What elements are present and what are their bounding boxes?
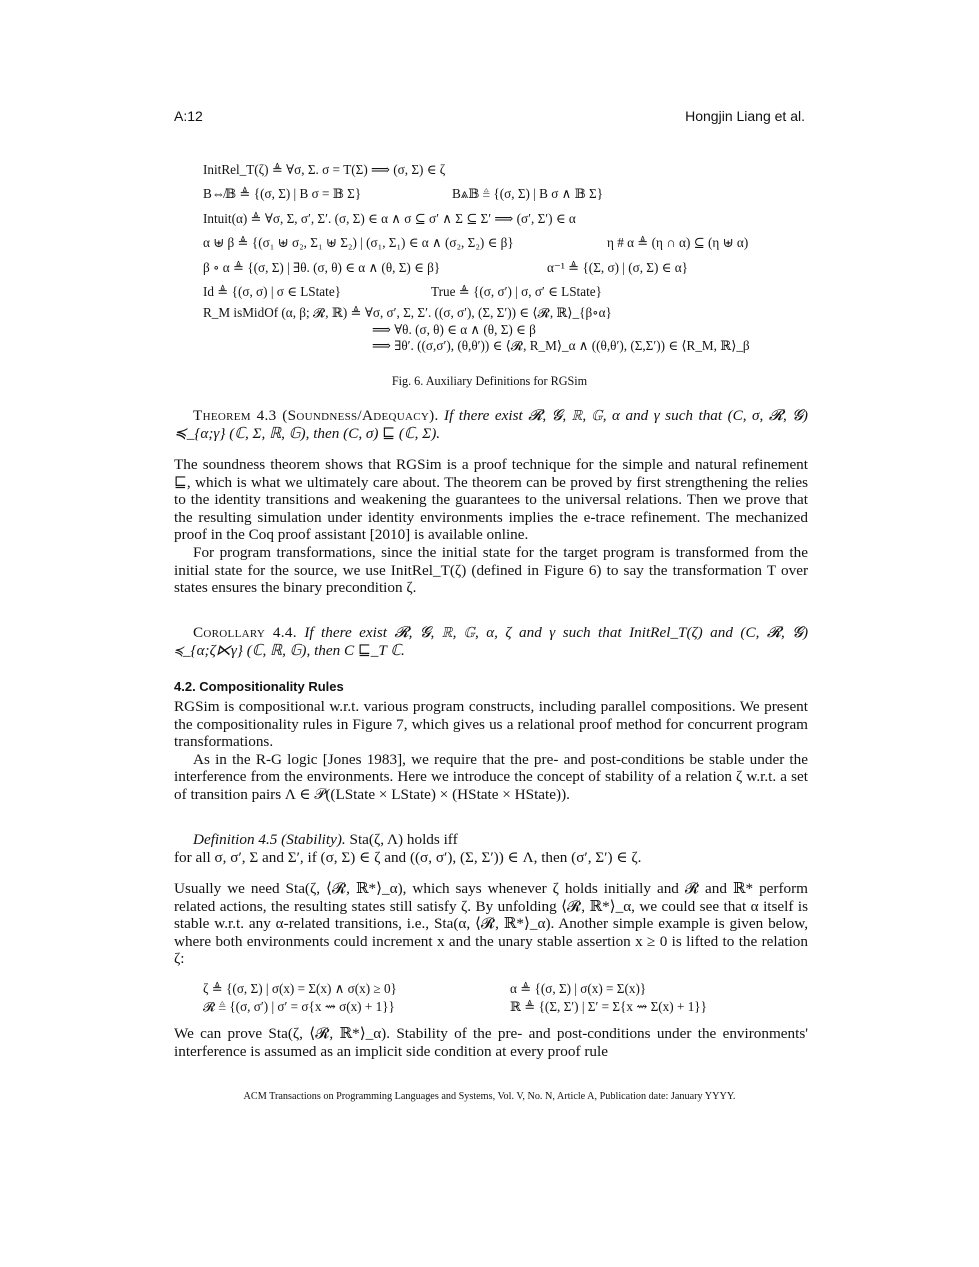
definition-label: Definition 4.5 (Stability). [193,831,346,848]
page-label: A:12 [174,108,203,124]
paragraph: We can prove Sta(ζ, ⟨𝓡, ℝ*⟩_α). Stability of the pre- and post-conditions under the environments' interference is assumed as an implicit side condition at every proof rule [174,1025,808,1060]
paragraph: The soundness theorem shows that RGSim is a proof technique for the simple and natural refinement ⊑, which is what we ultimately care about. The theorem can be proved by first strengthening the relies to the identity transitions and weakening the guarantees to the universal relations. Then we prove that the resulting simulation under identity environments implies the e-trace refinement. The mechanized proof in the Coq proof assistant [2010] is available online. [174,456,808,544]
def-ismidof: R_M isMidOf (α, β; 𝓡, ℝ) ≜ ∀σ, σ′, Σ, Σ′. ((σ, σ′), (Σ, Σ′)) ∈ ⟨𝓡, ℝ⟩_{β∘α} [203,305,612,321]
figure-6-definitions [203,158,823,354]
corollary-4-4 [174,624,808,659]
paragraph: As in the R-G logic [Jones 1983], we require that the pre- and post-conditions be stable under the interference from the environments. Here we introduce the concept of stability of a relation ζ w.r.t. a set of transition pairs Λ ∈ 𝒫((LState × LState) × (HState × HState)). [174,750,808,803]
theorem-text: If there exist 𝓡, 𝓖, ℝ, 𝔾, α and γ such that (C, σ, 𝓡, 𝓖) ≼_{α;γ} (ℂ, Σ, ℝ, 𝔾), then (C, σ) ⊑ (ℂ, Σ). [174,407,808,442]
example-row: ζ ≜ {(σ, Σ) | σ(x) = Σ(x) ∧ σ(x) ≥ 0} α ≜ {(σ, Σ) | σ(x) = Σ(x)} [203,981,647,996]
soundness-discussion [174,456,808,597]
def-ismidof-line3: ⟹ ∃θ′. ((σ,σ′), (θ,θ′)) ∈ ⟨𝓡, R_M⟩_α ∧ ((θ,θ′), (Σ,Σ′)) ∈ ⟨R_M, ℝ⟩_β [372,338,750,354]
def-ismidof-line2: ⟹ ∀θ. (σ, θ) ∈ α ∧ (θ, Σ) ∈ β [372,322,536,338]
def-initrel: InitRel_T(ζ) ≜ ∀σ, Σ. σ = T(Σ) ⟹ (σ, Σ) ∈ ζ [203,162,446,177]
page-footer: ACM Transactions on Programming Languages and Systems, Vol. V, No. N, Article A, Publication date: January YYYY. [243,1091,736,1102]
theorem-4-3 [174,407,808,442]
author-label: Hongjin Liang et al. [685,108,805,124]
figure-caption: Fig. 6. Auxiliary Definitions for RGSim [391,374,588,388]
closing-paragraph [174,1025,808,1060]
definition-head: Sta(ζ, Λ) holds iff [349,831,458,848]
def-sepconj: α ⊎ β ≜ {(σ₁ ⊎ σ₂, Σ₁ ⊎ Σ₂) | (σ₁, Σ₁) ∈ α ∧ (σ₂, Σ₂) ∈ β} η # α ≜ (η ∩ α) ⊆ (η ⊎ α) [203,235,749,251]
definition-4-5 [174,831,808,866]
def-biimp: B⇎𝔹 ≜ {(σ, Σ) | B σ = 𝔹 Σ} B⩓𝔹 ≜ {(σ, Σ) | B σ ∧ 𝔹 Σ} [203,186,604,202]
corollary-text: If there exist 𝓡, 𝓖, ℝ, 𝔾, α, ζ and γ such that InitRel_T(ζ) and (C, 𝓡, 𝓖) ≼_{α;ζ⋉γ} (ℂ, ℝ, 𝔾), then C ⊑_T ℂ. [174,624,809,659]
corollary-label: Corollary 4.4. [193,624,297,641]
running-header [174,108,805,126]
stability-discussion [174,880,808,968]
definition-body: for all σ, σ′, Σ and Σ′, if (σ, Σ) ∈ ζ and ((σ, σ′), (Σ, Σ′)) ∈ Λ, then (σ′, Σ′) ∈ ζ. [174,848,642,866]
def-id: Id ≜ {(σ, σ) | σ ∈ LState} True ≜ {(σ, σ′) | σ, σ′ ∈ LState} [203,283,602,299]
theorem-label: Theorem 4.3 (Soundness/Adequacy). [193,407,439,424]
section-4-2-body [174,698,808,804]
def-compose: β ∘ α ≜ {(σ, Σ) | ∃θ. (σ, θ) ∈ α ∧ (θ, Σ) ∈ β} α⁻¹ ≜ {(Σ, σ) | (σ, Σ) ∈ α} [203,259,688,275]
paragraph: For program transformations, since the initial state for the target program is transformed from the initial state for the source, we use InitRel_T(ζ) (defined in Figure 6) to say the transformation T over states ensures the binary precondition ζ. [174,543,808,597]
example-row: 𝓡 ≜ {(σ, σ′) | σ′ = σ{x ⇝ σ(x) + 1}} ℝ ≜ {(Σ, Σ′) | Σ′ = Σ{x ⇝ Σ(x) + 1}} [203,998,707,1014]
paragraph: Usually we need Sta(ζ, ⟨𝓡, ℝ*⟩_α), which says whenever ζ holds initially and 𝓡 and ℝ* perform related actions, the resulting states still satisfy ζ. By unfolding ⟨𝓡, ℝ*⟩_α, we could see that α itself is stable w.r.t. any α-related transitions, i.e., Sta(α, ⟨𝓡, ℝ*⟩_α). Another simple example is given below, where both environments could increment x and the unary stable assertion x ≥ 0 is lifted to the relation ζ: [174,880,808,968]
def-intuit: Intuit(α) ≜ ∀σ, Σ, σ′, Σ′. (σ, Σ) ∈ α ∧ σ ⊆ σ′ ∧ Σ ⊆ Σ′ ⟹ (σ′, Σ′) ∈ α [203,210,576,226]
stability-example [203,980,707,1015]
paragraph: RGSim is compositional w.r.t. various program constructs, including parallel compositions. We present the compositionality rules in Figure 7, which gives us a relational proof method for concurrent program transformations. [174,698,808,751]
section-heading: 4.2. Compositionality Rules [174,679,344,694]
